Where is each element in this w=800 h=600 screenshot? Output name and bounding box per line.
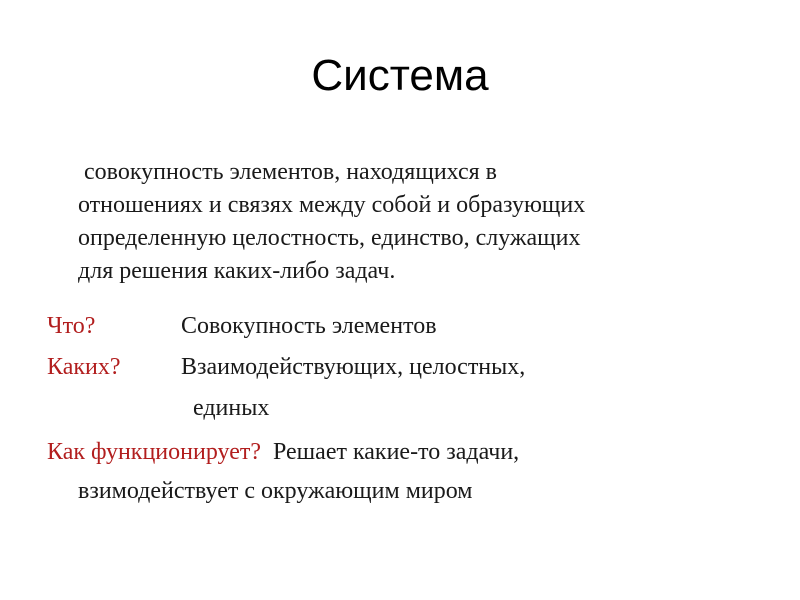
answer-which: Взаимодействующих, целостных, (181, 354, 526, 380)
question-how: Как функционирует? (47, 439, 261, 465)
answer-what: Совокупность элементов (181, 313, 437, 339)
answer-how: Решает какие-то задачи, (273, 439, 520, 465)
question-what: Что? (47, 313, 96, 339)
qa-row-how (47, 436, 519, 468)
answer-which-continued: единых (193, 395, 270, 421)
answer-how-continued: взимодействует с окружающим миром (78, 478, 473, 504)
definition-line: определенную целостность, единство, служащих (78, 225, 581, 251)
qa-row-what (47, 310, 437, 342)
qa-row-which (47, 351, 526, 383)
definition-line: для решения каких-либо задач. (78, 258, 396, 284)
definition-line: отношениях и связях между собой и образующих (78, 192, 586, 218)
definition-line: совокупность элементов, находящихся в (84, 159, 497, 185)
slide-title: Система (311, 51, 489, 100)
question-which: Каких? (47, 354, 121, 380)
definition-block (78, 156, 768, 288)
